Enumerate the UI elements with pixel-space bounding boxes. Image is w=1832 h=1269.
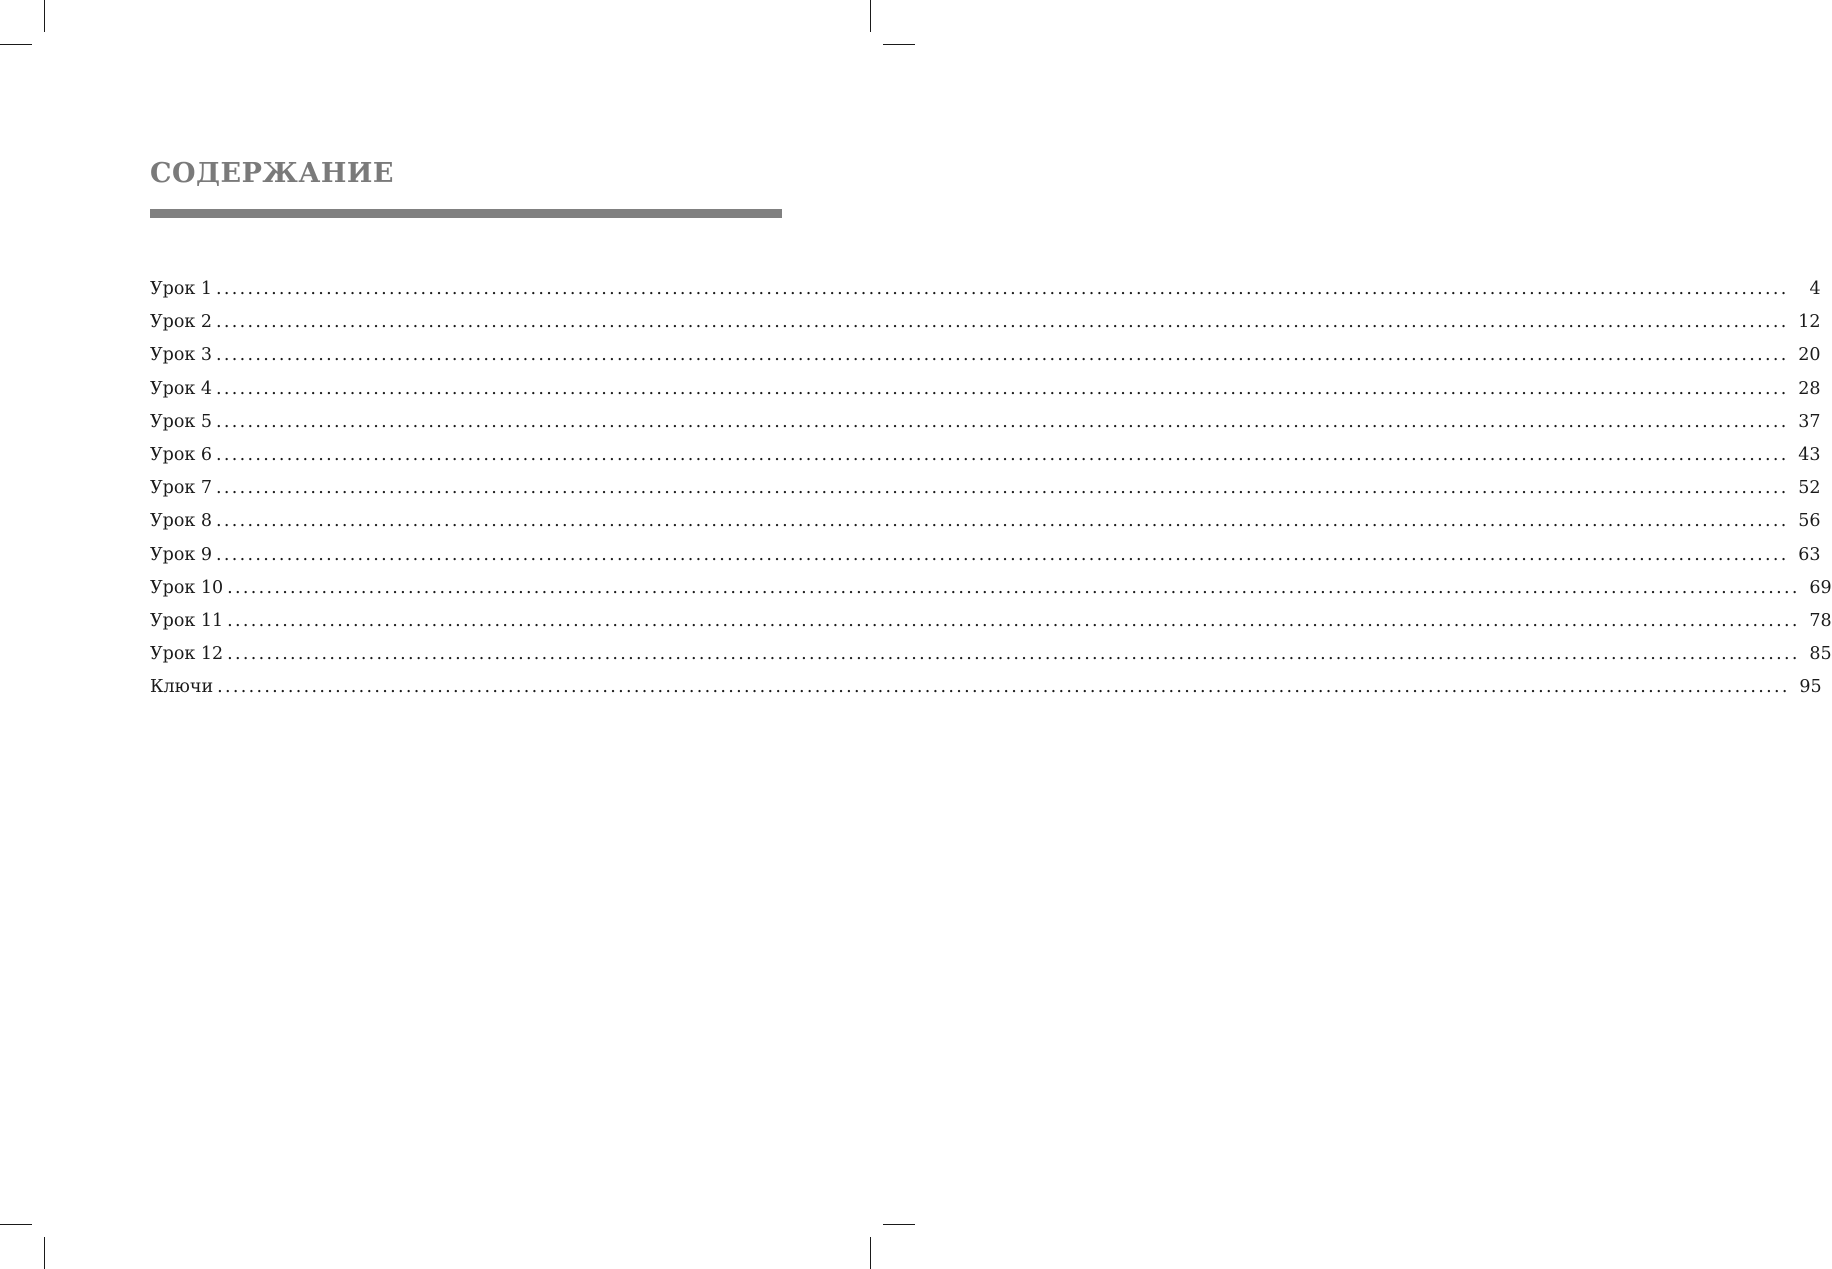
toc-label: Урок 7 [150, 478, 213, 499]
toc-item-lesson-2[interactable] [150, 309, 1821, 342]
toc-label: Урок 11 [150, 610, 224, 631]
dot-leader: ........................................................................................................................................................................................................ [216, 312, 1789, 333]
dot-leader: ........................................................................................................................................................................................................ [216, 478, 1789, 499]
page-title: СОДЕРЖАНИЕ [150, 158, 394, 189]
toc-label: Урок 9 [150, 544, 213, 565]
dot-leader: ........................................................................................................................................................................................................ [216, 511, 1789, 532]
toc-label: Урок 6 [150, 444, 213, 465]
toc-label: Урок 3 [150, 345, 213, 366]
toc-label: Урок 8 [150, 511, 213, 532]
toc-label: Урок 4 [150, 378, 213, 399]
crop-mark-top-left-vertical [44, 0, 45, 32]
toc-page-number: 20 [1798, 345, 1821, 366]
toc-item-lesson-11[interactable] [150, 608, 1832, 641]
toc-page-number: 78 [1809, 610, 1832, 631]
crop-mark-top-right-vertical [870, 0, 871, 32]
toc-page-number: 37 [1798, 411, 1821, 432]
crop-mark-top-right-horizontal [883, 44, 915, 45]
toc-page-number: 28 [1798, 378, 1821, 399]
dot-leader: ........................................................................................................................................................................................................ [227, 577, 1800, 598]
toc-label: Ключи [150, 677, 214, 698]
dot-leader: ........................................................................................................................................................................................................ [216, 378, 1789, 399]
toc-item-lesson-9[interactable] [150, 542, 1821, 575]
toc-label: Урок 12 [150, 644, 224, 665]
crop-mark-bottom-right-horizontal [883, 1224, 915, 1225]
toc-page-number: 43 [1798, 444, 1821, 465]
toc-page-number: 4 [1809, 279, 1821, 299]
toc-item-lesson-1[interactable] [150, 276, 1821, 309]
toc-item-lesson-10[interactable] [150, 575, 1832, 608]
toc-label: Урок 1 [150, 279, 213, 299]
toc-label: Урок 2 [150, 312, 213, 333]
table-of-contents [150, 276, 1832, 707]
crop-mark-bottom-left-vertical [44, 1237, 45, 1269]
crop-mark-bottom-left-horizontal [0, 1224, 32, 1225]
crop-mark-bottom-right-vertical [870, 1237, 871, 1269]
dot-leader: ........................................................................................................................................................................................................ [217, 677, 1790, 698]
toc-page-number: 69 [1809, 577, 1832, 598]
toc-label: Урок 5 [150, 411, 213, 432]
crop-mark-top-left-horizontal [0, 44, 32, 45]
title-rule [150, 209, 782, 218]
toc-item-lesson-6[interactable] [150, 442, 1821, 475]
toc-item-lesson-3[interactable] [150, 342, 1821, 375]
toc-item-lesson-12[interactable] [150, 641, 1832, 674]
dot-leader: ........................................................................................................................................................................................................ [216, 444, 1789, 465]
toc-item-lesson-4[interactable] [150, 376, 1821, 409]
dot-leader: ........................................................................................................................................................................................................ [216, 345, 1789, 366]
dot-leader: ........................................................................................................................................................................................................ [216, 411, 1789, 432]
dot-leader: ........................................................................................................................................................................................................ [227, 644, 1800, 665]
toc-item-lesson-8[interactable] [150, 508, 1821, 541]
toc-page-number: 95 [1799, 677, 1822, 698]
dot-leader: ........................................................................................................................................................................................................ [227, 610, 1800, 631]
toc-label: Урок 10 [150, 577, 224, 598]
dot-leader: ........................................................................................................................................................................................................ [216, 279, 1789, 299]
dot-leader: ........................................................................................................................................................................................................ [216, 544, 1789, 565]
toc-page-number: 56 [1798, 511, 1821, 532]
toc-page-number: 85 [1809, 644, 1832, 665]
toc-item-keys[interactable] [150, 674, 1822, 707]
toc-page-number: 12 [1798, 312, 1821, 333]
toc-page-number: 52 [1798, 478, 1821, 499]
toc-page-number: 63 [1798, 544, 1821, 565]
toc-item-lesson-5[interactable] [150, 409, 1821, 442]
toc-item-lesson-7[interactable] [150, 475, 1821, 508]
